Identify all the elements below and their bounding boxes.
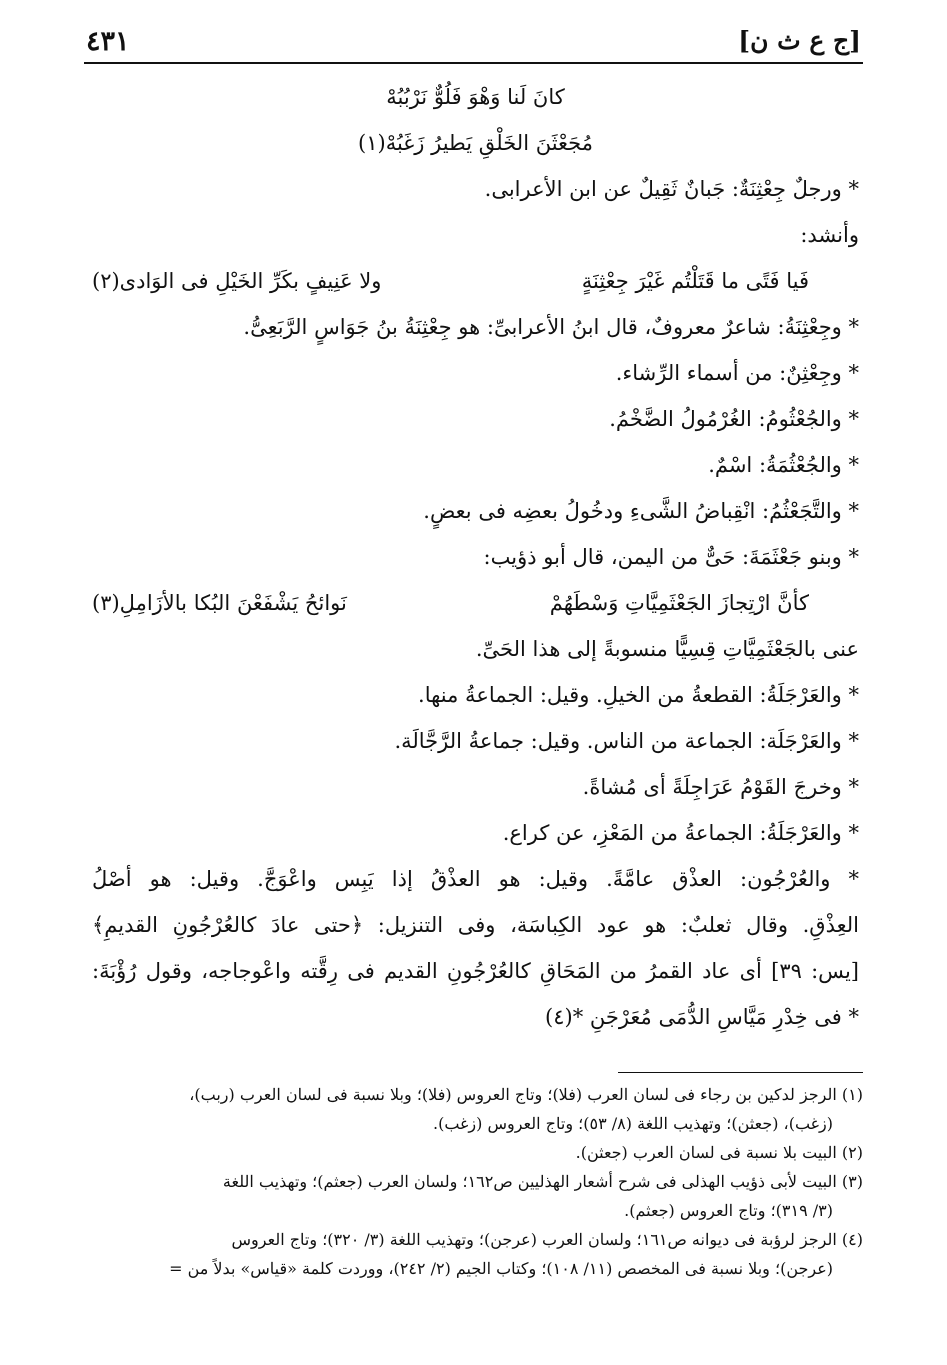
footnote-line: (٣/ ٣١٩)؛ وتاج العروس (جعثم). xyxy=(624,1201,833,1220)
entry-line: * وخرجَ القَوْمُ عَرَاجِلَةً أى مُشاةً. xyxy=(582,775,859,799)
entry-line: * فى خِدْرِ مَيَّاسِ الدُّمَى مُعَرْجَنِ *(٤) xyxy=(545,1005,859,1029)
verse-line xyxy=(92,258,859,304)
verse-line xyxy=(92,580,859,626)
entry-line: * وبنو جَعْثَمَةَ: حَىٌّ من اليمن، قال أبو ذؤيب: xyxy=(483,545,859,569)
entry-line: * والجُعْثُمَةُ: اسْمٌ. xyxy=(708,453,859,477)
footnote-line: (٢) البيت بلا نسبة فى لسان العرب (جعثن). xyxy=(575,1143,863,1162)
footnote-line: (١) الرجز لدكين بن رجاء فى لسان العرب (فلا)؛ وتاج العروس (فلا)؛ وبلا نسبة فى لسان العرب (ربب)، xyxy=(189,1085,863,1104)
verse-line: كانَ لَنا وَهْوَ فَلُوٌّ نَرْبُبُهْ xyxy=(386,85,565,109)
text-line: العِذْقِ. وقال ثعلبٌ: هو عود الكِباسَة، وفى التنزيل: ﴿حتى عادَ كالعُرْجُونِ القديمِ﴾ xyxy=(92,913,859,937)
header-root-letters: [ج ع ث ن] xyxy=(738,26,861,55)
footnotes xyxy=(88,1080,863,1283)
footnote-line: (عرجن)؛ وبلا نسبة فى المخصص (١١/ ١٠٨)؛ وكتاب الجيم (٢/ ٢٤٢)، ووردت كلمة «قياس» بدلاً من = xyxy=(169,1259,833,1278)
main-text xyxy=(92,74,859,1040)
verse-first-hemistich: كأنَّ ارْتِجازَ الجَعْثَمِيَّاتِ وَسْطَهُمْ xyxy=(549,591,809,615)
entry-line: * وجِعْثِنَةُ: شاعرٌ معروفٌ، قال ابنُ الأعرابىِّ: هو جِعْثِنَةُ بنُ جَوَاسٍ الرَّبَعِىُّ. xyxy=(243,315,859,339)
text-line: عنى بالجَعْثَمِيَّاتِ قِسِيًّا منسوبةً إلى هذا الحَىِّ. xyxy=(475,637,859,661)
verse-second-hemistich: نَوائحُ يَشْفَعْنَ البُكا بالأزَامِلِ(٣) xyxy=(92,591,347,615)
header-rule xyxy=(84,62,863,64)
footnote-rule xyxy=(618,1072,863,1073)
entry-line: * والعَرْجَلَة: الجماعة من الناس. وقيل: جماعةُ الرَّجَّالَة. xyxy=(394,729,859,753)
verse-first-hemistich: فَيا فَتًى ما قَتَلْتُم غَيْرَ جِعْثِنَةٍ xyxy=(581,269,809,293)
page-number: ٤٣١ xyxy=(86,26,130,57)
verse-second-hemistich: ولا عَنِيفٍ بكَرِّ الخَيْلِ فى الوَادى(٢) xyxy=(92,269,382,293)
entry-line: * والتَّجَعْثُمُ: انْقِباضُ الشَّىءِ ودخُولُ بعضِه فى بعضٍ. xyxy=(423,499,859,523)
entry-line: * وجِعْثِنٌ: من أسماء الرِّشاء. xyxy=(615,361,859,385)
footnote-line: (زغب)، (جعثن)؛ وتهذيب اللغة (٨/ ٥٣)؛ وتاج العروس (زغب). xyxy=(433,1114,833,1133)
entry-line: * ورجلٌ جِعْثِنَةٌ: جَبانٌ ثَقِيلٌ عن ابن الأعرابى. xyxy=(484,177,859,201)
text-line: * والعُرْجُون: العذْق عامَّةً. وقيل: هو العذْقُ إذا يَبِس واعْوَجَّ. وقيل: هو أصْلُ xyxy=(92,867,859,891)
entry-line: * والجُعْثُومُ: الغُرْمُولُ الضَّخْمُ. xyxy=(609,407,859,431)
entry-line: * والعَرْجَلَةُ: القطعةُ من الخيلِ. وقيل: الجماعةُ منها. xyxy=(418,683,859,707)
entry-line: * والعَرْجَلَةُ: الجماعةُ من المَعْزِ، عن كراع. xyxy=(502,821,859,845)
footnote-line: (٣) البيت لأبى ذؤيب الهذلى فى شرح أشعار الهذليين ص١٦٢؛ ولسان العرب (جعثم)؛ وتهذيب اللغة xyxy=(222,1172,863,1191)
text-line: وأنشد: xyxy=(800,223,859,247)
footnote-line: (٤) الرجز لرؤبة فى ديوانه ص١٦١؛ ولسان العرب (عرجن)؛ وتهذيب اللغة (٣/ ٣٢٠)؛ وتاج العروس xyxy=(231,1230,863,1249)
verse-line: مُجَعْثَنَ الخَلْقِ يَطيرُ زَغَبُهْ(١) xyxy=(358,131,593,155)
text-line: [يس: ٣٩] أى عاد القمرُ من المَحَاقِ كالعُرْجُونِ القديم فى رِقَّته واعْوجاجه، وقول رُؤْبَةَ: xyxy=(92,959,859,983)
